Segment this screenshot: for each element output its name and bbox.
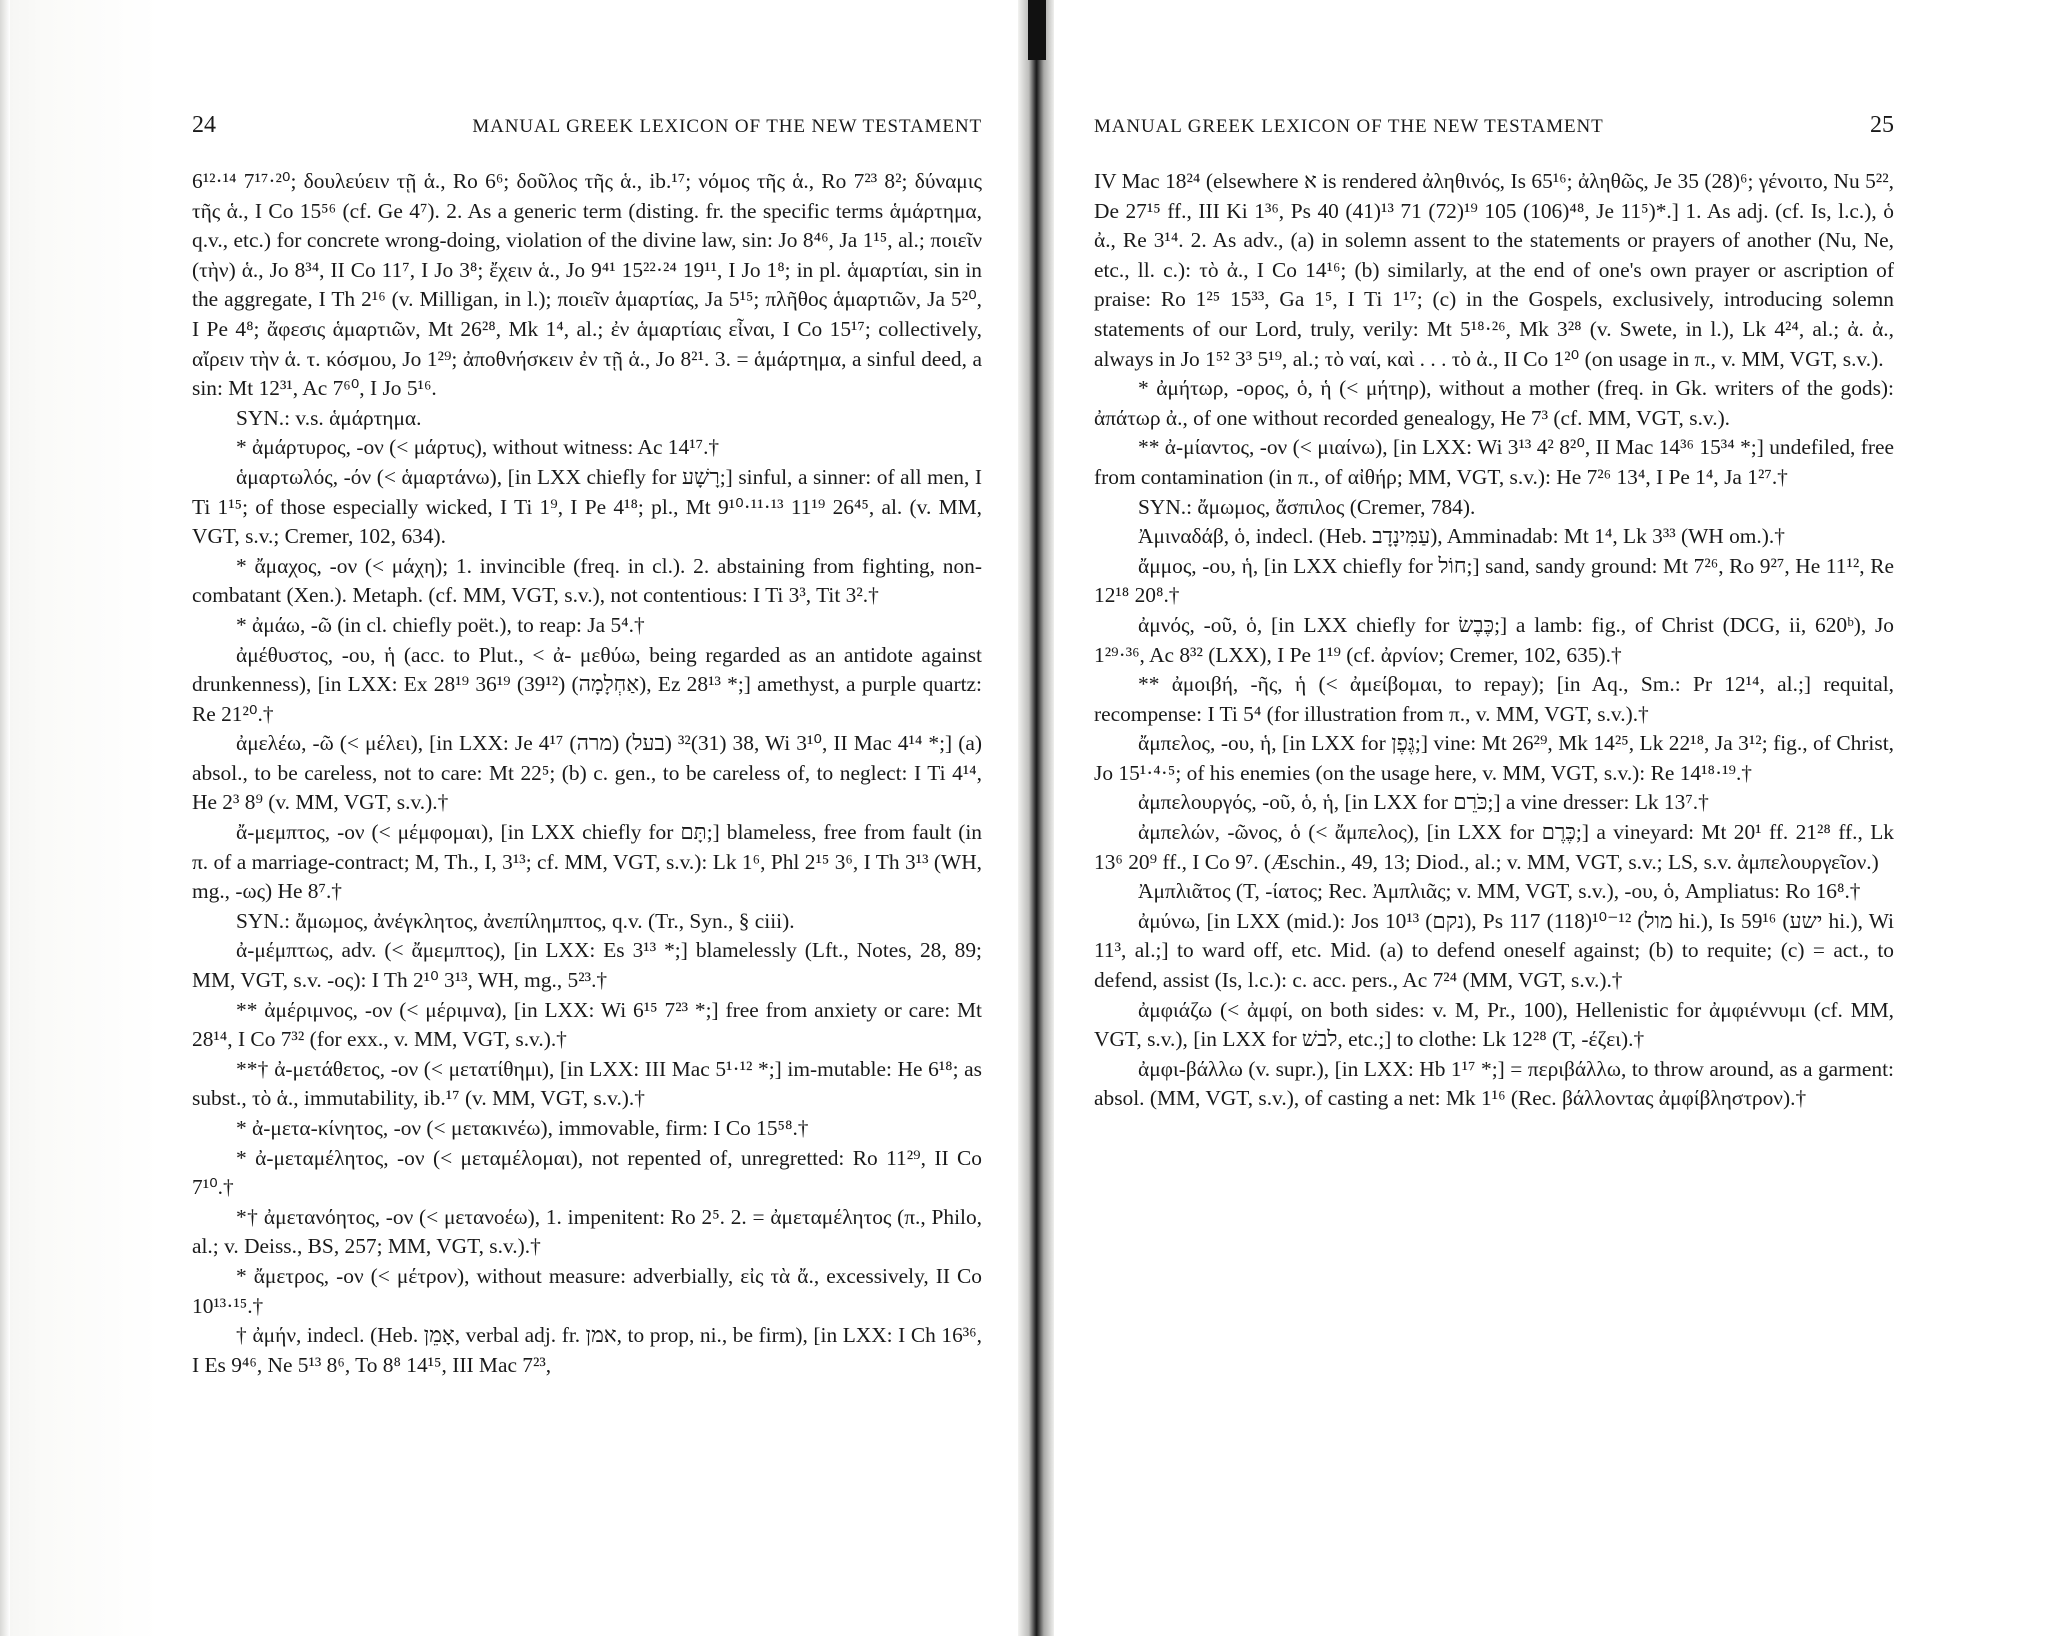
entry-paragraph: **† ἀ-μετάθετος, -ον (< μετατίθημι), [in LXX: III Mac 5¹·¹² *;] im-mutable: He 6¹⁸; as subst., τὸ ἁ., immutability, ib.¹⁷ (v. MM, VGT, s.v.).† xyxy=(192,1056,982,1111)
running-head: MANUAL GREEK LEXICON OF THE NEW TESTAMENT xyxy=(472,116,982,137)
gutter-shadow xyxy=(1028,0,1046,60)
entry-paragraph: ἀμφιάζω (< ἀμφί, on both sides: v. M, Pr., 100), Hellenistic for ἀμφιέννυμι (cf. MM, VGT, s.v.), [in LXX for לבשׁ, etc.;] to clothe: Lk 12²⁸ (T, -έζει).† xyxy=(1094,997,1894,1052)
entry-paragraph: ** ἀμοιβή, -ῆς, ἡ (< ἀμείβομαι, to repay); [in Aq., Sm.: Pr 12¹⁴, al.;] requital, recompense: I Ti 5⁴ (for illustration from π., v. MM, VGT, s.v.).† xyxy=(1094,672,1894,726)
entry-paragraph: ἀμνός, -οῦ, ὁ, [in LXX chiefly for כֶּבֶשׂ;] a lamb: fig., of Christ (DCG, ii, 620ᵇ), Jo 1²⁹·³⁶, Ac 8³² (LXX), I Pe 1¹⁹ (cf. ἀρνίον; Cremer, 102, 635).† xyxy=(1094,612,1894,667)
entry-paragraph: ἄ-μεμπτος, -ον (< μέμφομαι), [in LXX chiefly for תָּם;] blameless, free from fault (in π. of a marriage-contract; M, Th., I, 3¹³; cf. MM, VGT, s.v.): Lk 1⁶, Phl 2¹⁵ 3⁶, I Th 3¹³ (WH, mg., -ως) He 8⁷.† xyxy=(192,820,983,904)
entry-paragraph: ** ἀ-μίαντος, -ον (< μιαίνω), [in LXX: Wi 3¹³ 4² 8²⁰, II Mac 14³⁶ 15³⁴ *;] undefiled, free from contamination (in π., of αἰθήρ; MM, VGT, s.v.): He 7²⁶ 13⁴, I Pe 1⁴, Ja 1²⁷.† xyxy=(1094,435,1894,489)
entry-paragraph: SYN.: ἄμωμος, ἄσπιλος (Cremer, 784). xyxy=(1138,494,1476,519)
entry-paragraph: SYN.: v.s. ἁμάρτημα. xyxy=(236,405,422,430)
entry-paragraph: ἀμφι-βάλλω (v. supr.), [in LXX: Hb 1¹⁷ *;] = περιβάλλω, to throw around, as a garment: absol. (MM, VGT, s.v.), of casting a net: Mk 1¹⁶ (Rec. βάλλοντας ἀμφίβληστρον).† xyxy=(1094,1056,1894,1111)
entry-paragraph: IV Mac 18²⁴ (elsewhere א is rendered ἀληθινός, Is 65¹⁶; ἀληθῶς, Je 35 (28)⁶; γένοιτο, Nu 5²², De 27¹⁵ ff., III Ki 1³⁶, Ps 40 (41)¹³ 71 (72)¹⁹ 105 (106)⁴⁸, Je 11⁵)*.] 1. As adj. (cf. Is, l.c.), ὁ ἀ., Re 3¹⁴. 2. As adv., (a) in solemn assent to the statements or prayers of another (Nu, Ne, etc., ll. c.): τὸ ἀ., I Co 14¹⁶; (b) similarly, at the end of one's own prayer or ascription of praise: Ro 1²⁵ 15³³, Ga 1⁵, I Ti 1¹⁷; (c) in the Gospels, exclusively, introducing solemn statements of our Lord, truly, verily: Mt 5¹⁸·²⁶, Mk 3²⁸ (v. Swete, in l.), Lk 4²⁴, al.; ἀ. ἀ., always in Jo 1⁵² 3³ 5¹⁹, al.; τὸ ναί, καὶ . . . τὸ ἀ., II Co 1²⁰ (on usage in π., v. MM, VGT, s.v.). xyxy=(1094,169,1894,371)
left-page-header xyxy=(192,112,982,139)
book-gutter xyxy=(1018,0,1054,1636)
entry-paragraph: * ἄμαχος, -ον (< μάχη); 1. invincible (freq. in cl.). 2. abstaining from fighting, non-combatant (Xen.). Metaph. (cf. MM, VGT, s.v.), not contentious: I Ti 3³, Tit 3².† xyxy=(192,553,982,608)
left-page xyxy=(192,112,982,1380)
entry-paragraph: Ἀμιναδάβ, ὁ, indecl. (Heb. עַמִּינָדָב), Amminadab: Mt 1⁴, Lk 3³³ (WH om.).† xyxy=(1138,524,1785,549)
page-number: 25 xyxy=(1870,112,1894,138)
entry-paragraph: ἀμέθυστος, -ου, ἡ (acc. to Plut., < ἀ- μεθύω, being regarded as an antidote against drunkenness), [in LXX: Ex 28¹⁹ 36¹⁹ (39¹²) (אַחְלָמָה), Ez 28¹³ *;] amethyst, a purple quartz: Re 21²⁰.† xyxy=(192,642,982,726)
left-page-body xyxy=(192,167,982,1380)
entry-paragraph: *† ἀμετανόητος, -ον (< μετανοέω), 1. impenitent: Ro 2⁵. 2. = ἀμεταμέλητος (π., Philo, al.; v. Deiss., BS, 257; MM, VGT, s.v.).† xyxy=(192,1204,982,1259)
entry-paragraph: ἀ-μέμπτως, adv. (< ἄμεμπτος), [in LXX: Es 3¹³ *;] blamelessly (Lft., Notes, 28, 89; MM, VGT, s.v. -ος): I Th 2¹⁰ 3¹³, WH, mg., 5²³.† xyxy=(192,938,982,993)
right-page xyxy=(1094,112,1894,1114)
running-head: MANUAL GREEK LEXICON OF THE NEW TESTAMENT xyxy=(1094,116,1604,137)
right-page-body xyxy=(1094,167,1894,1114)
entry-paragraph: ἀμελέω, -ῶ (< μέλει), [in LXX: Je 4¹⁷ (מרה) 38 (31)³² (בעל), Wi 3¹⁰, II Mac 4¹⁴ *;] (a) absol., to be careless, not to care: Mt 22⁵; (b) c. gen., to be careless of, to neglect: I Ti 4¹⁴, He 2³ 8⁹ (v. MM, VGT, s.v.).† xyxy=(192,731,982,815)
entry-paragraph: 6¹²·¹⁴ 7¹⁷·²⁰; δουλεύειν τῇ ἁ., Ro 6⁶; δοῦλος τῆς ἁ., ib.¹⁷; νόμος τῆς ἁ., Ro 7²³ 8²; δύναμις τῆς ἁ., I Co 15⁵⁶ (cf. Ge 4⁷). 2. As a generic term (disting. fr. the specific terms ἁμάρτημα, q.v., etc.) for concrete wrong-doing, violation of the divine law, sin: Jo 8⁴⁶, Ja 1¹⁵, al.; ποιεῖν (τὴν) ἁ., Jo 8³⁴, II Co 11⁷, I Jo 3⁸; ἔχειν ἁ., Jo 9⁴¹ 15²²·²⁴ 19¹¹, I Jo 1⁸; in pl. ἁμαρτίαι, sin in the aggregate, I Th 2¹⁶ (v. Milligan, in l.); ποιεῖν ἁμαρτίας, Ja 5¹⁵; πλῆθος ἁμαρτιῶν, Ja 5²⁰, I Pe 4⁸; ἄφεσις ἁμαρτιῶν, Mt 26²⁸, Mk 1⁴, al.; ἐν ἁμαρτίαις εἶναι, I Co 15¹⁷; collectively, αἴρειν τὴν ἁ. τ. κόσμου, Jo 1²⁹; ἀποθνήσκειν ἐν τῇ ἁ., Jo 8²¹. 3. = ἁμάρτημα, a sinful deed, a sin: Mt 12³¹, Ac 7⁶⁰, I Jo 5¹⁶. xyxy=(192,169,982,401)
entry-paragraph: ἁμαρτωλός, -όν (< ἁμαρτάνω), [in LXX chiefly for רָשָׁע;] sinful, a sinner: of all men, I Ti 1¹⁵; of those especially wicked, I Ti 1⁹, I Pe 4¹⁸; pl., Mt 9¹⁰·¹¹·¹³ 11¹⁹ 26⁴⁵, al. (v. MM, VGT, s.v.; Cremer, 102, 634). xyxy=(192,464,982,549)
entry-paragraph: * ἀμάρτυρος, -ον (< μάρτυς), without witness: Ac 14¹⁷.† xyxy=(236,435,720,460)
entry-paragraph: ἄμπελος, -ου, ἡ, [in LXX for גֶּפֶן;] vine: Mt 26²⁹, Mk 14²⁵, Lk 22¹⁸, Ja 3¹²; fig., of Christ, Jo 15¹·⁴·⁵; of his enemies (on the usage here, v. MM, VGT, s.v.): Re 14¹⁸·¹⁹.† xyxy=(1094,731,1894,785)
entry-paragraph: † ἀμήν, indecl. (Heb. אָמֵן, verbal adj. fr. אמן, to prop, ni., be firm), [in LXX: I Ch 16³⁶, I Es 9⁴⁶, Ne 5¹³ 8⁶, To 8⁸ 14¹⁵, III Mac 7²³, xyxy=(192,1323,982,1377)
page-edge-shadow xyxy=(0,0,10,1636)
entry-paragraph: * ἀ-μετα-κίνητος, -ον (< μετακινέω), immovable, firm: I Co 15⁵⁸.† xyxy=(236,1116,809,1140)
page-number: 24 xyxy=(192,112,216,138)
entry-paragraph: * ἄμετρος, -ον (< μέτρον), without measure: adverbially, εἰς τὰ ἄ., excessively, II Co 10¹³·¹⁵.† xyxy=(192,1263,982,1318)
entry-paragraph: ἀμπελών, -ῶνος, ὁ (< ἄμπελος), [in LXX for כֶּרֶם;] a vineyard: Mt 20¹ ff. 21²⁸ ff., Lk 13⁶ 20⁹ ff., I Co 9⁷. (Æschin., 49, 13; Diod., al.; v. MM, VGT, s.v.; LS, s.v. ἀμπελουργεῖον.) xyxy=(1094,820,1894,874)
entry-paragraph: ἄμμος, -ου, ἡ, [in LXX chiefly for חוֹל;] sand, sandy ground: Mt 7²⁶, Ro 9²⁷, He 11¹², Re 12¹⁸ 20⁸.† xyxy=(1094,553,1895,608)
entry-paragraph: Ἀμπλιᾶτος (T, -ίατος; Rec. Ἀμπλιᾶς; v. MM, VGT, s.v.), -ου, ὁ, Ampliatus: Ro 16⁸.† xyxy=(1138,879,1861,904)
entry-paragraph: SYN.: ἄμωμος, ἀνέγκλητος, ἀνεπίλημπτος, q.v. (Tr., Syn., § ciii). xyxy=(236,908,795,933)
entry-paragraph: ἀμπελουργός, -οῦ, ὁ, ἡ, [in LXX for כֹּרֵם;] a vine dresser: Lk 13⁷.† xyxy=(1138,790,1709,815)
entry-paragraph: * ἀμήτωρ, -ορος, ὁ, ἡ (< μήτηρ), without a mother (freq. in Gk. writers of the gods): ἀπάτωρ ἀ., of one without recorded genealogy, He 7³ (cf. MM, VGT, s.v.). xyxy=(1094,376,1894,430)
entry-paragraph: * ἀμάω, -ῶ (in cl. chiefly poët.), to reap: Ja 5⁴.† xyxy=(236,612,645,637)
entry-paragraph: ἀμύνω, [in LXX (mid.): Jos 10¹³ (נקם), Ps 117 (118)¹⁰⁻¹² (מול hi.), Is 59¹⁶ (ישע hi.), Wi 11³, al.;] to ward off, etc. Mid. (a) to defend oneself against; (b) to requite; (c) = act., to defend, assist (Is, l.c.): c. acc. pers., Ac 7²⁴ (MM, VGT, s.v.).† xyxy=(1094,908,1894,993)
entry-paragraph: ** ἀμέριμνος, -ον (< μέριμνα), [in LXX: Wi 6¹⁵ 7²³ *;] free from anxiety or care: Mt 28¹⁴, I Co 7³² (for exx., v. MM, VGT, s.v.).† xyxy=(192,997,982,1052)
right-page-header xyxy=(1094,112,1894,139)
entry-paragraph: * ἀ-μεταμέλητος, -ον (< μεταμέλομαι), not repented of, unregretted: Ro 11²⁹, II Co 7¹⁰.† xyxy=(192,1145,982,1200)
